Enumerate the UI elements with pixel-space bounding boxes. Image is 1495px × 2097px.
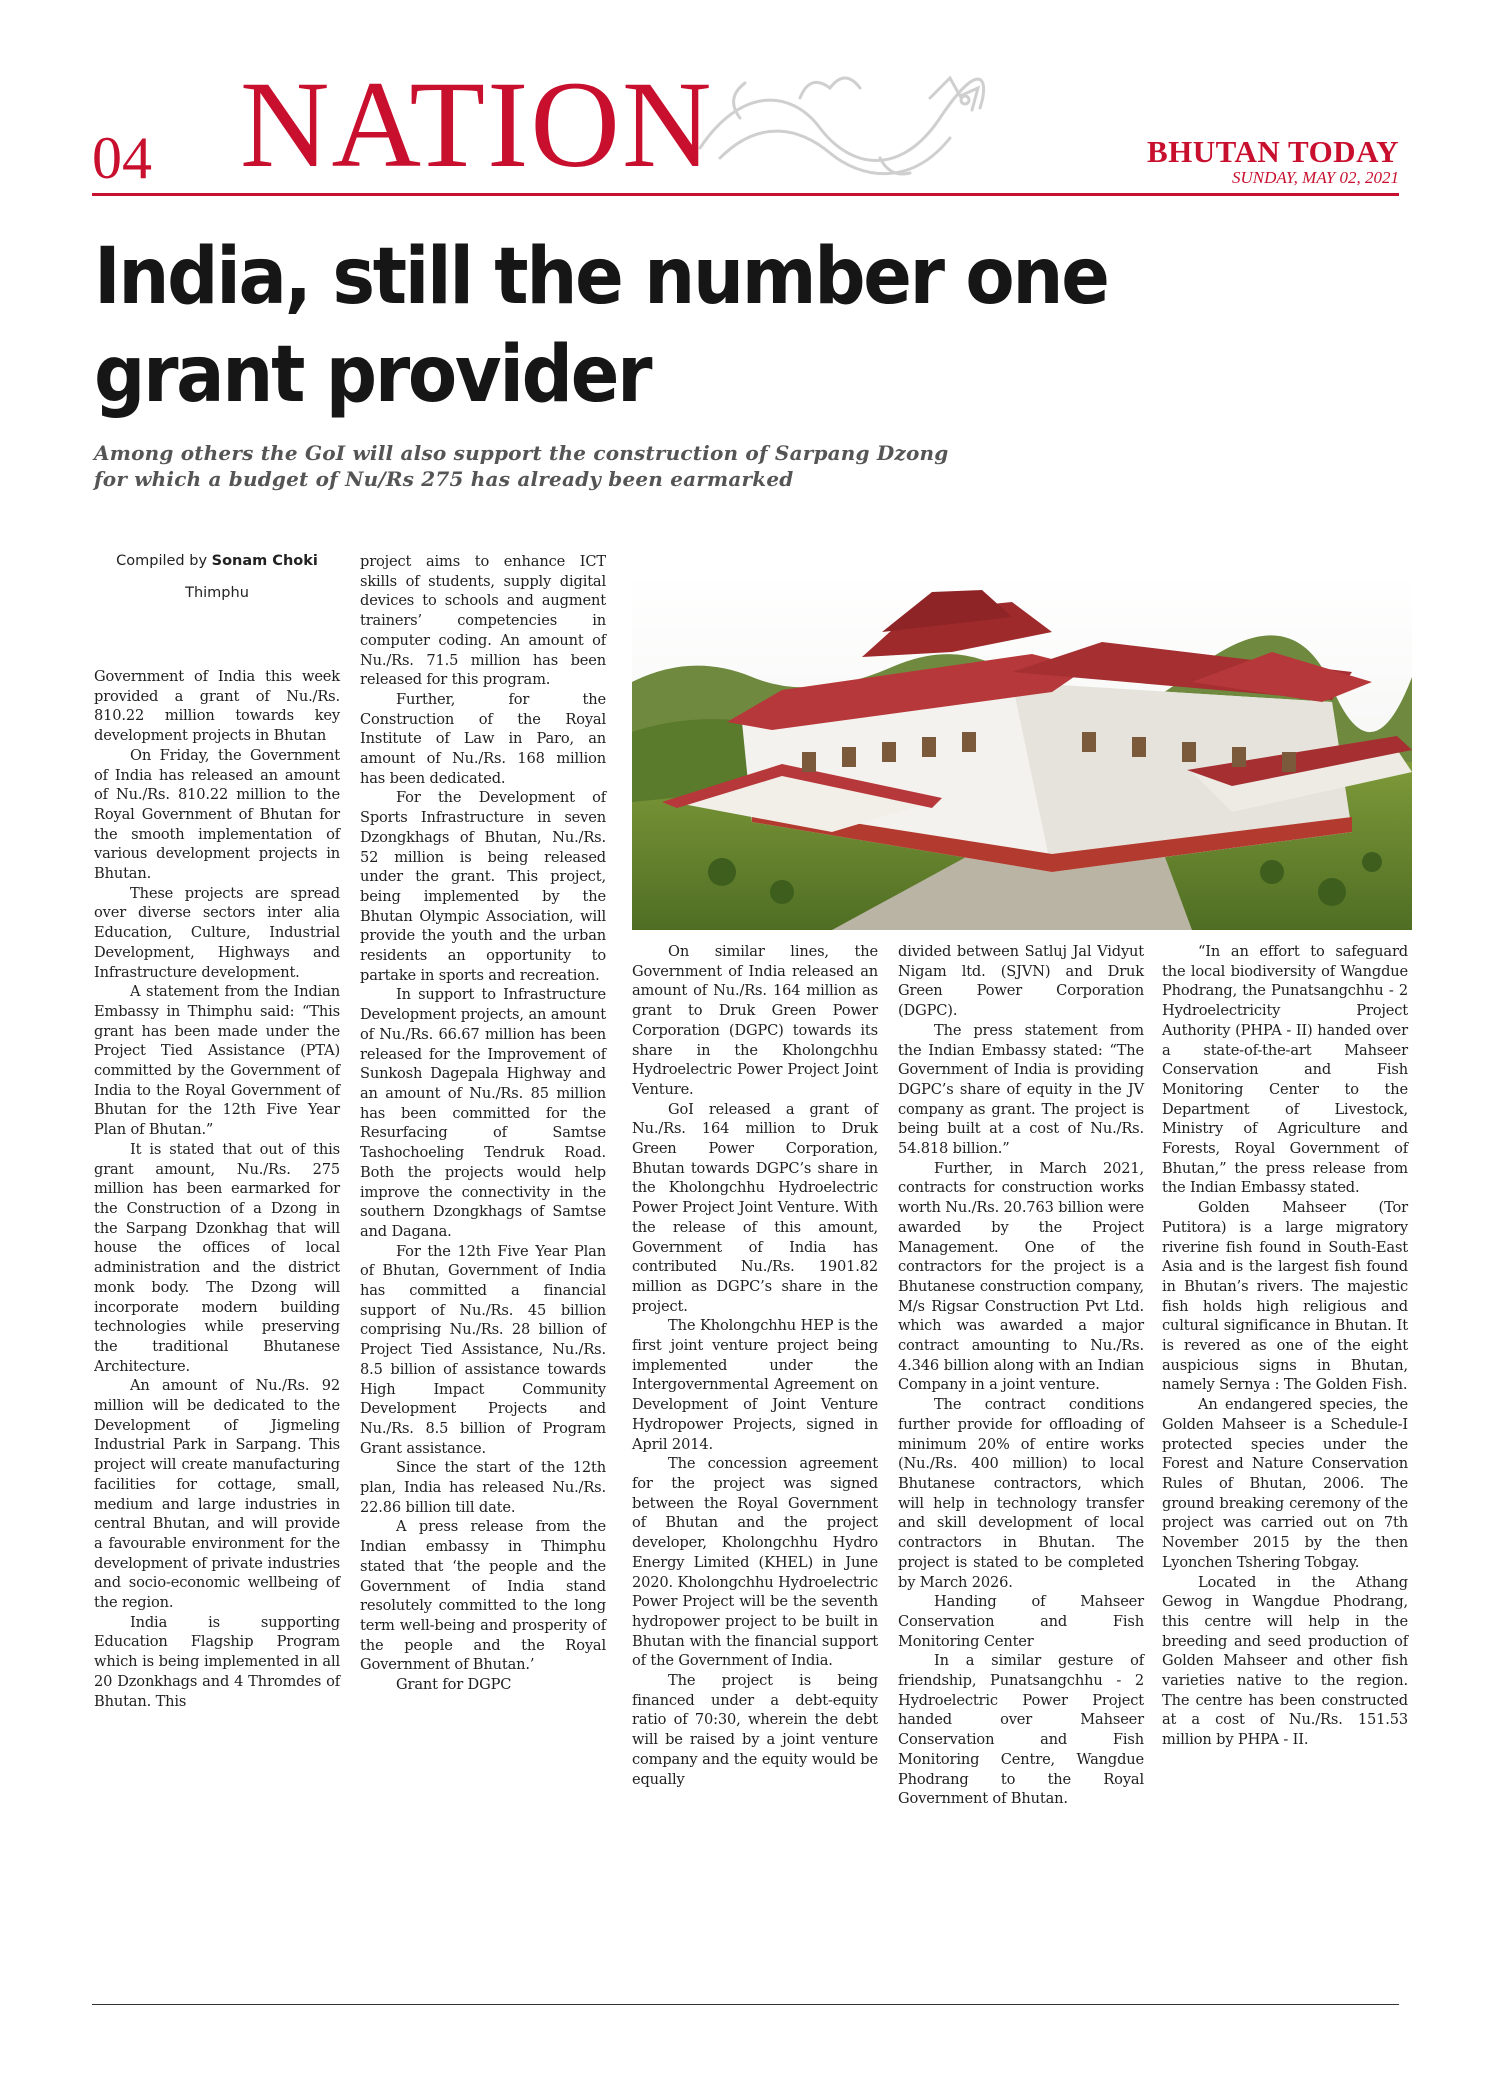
paragraph: Further, for the Construction of the Royal Institute of Law in Paro, an amount of Nu./Rs. 168 million has been dedicated. [360, 690, 606, 787]
footer-rule [92, 2004, 1399, 2005]
byline-prefix: Compiled by [116, 553, 208, 569]
paragraph: Golden Mahseer (Tor Putitora) is a large migratory riverine fish found in South-East Asia and is the largest fish found in Bhutan’s rivers. The majestic fish holds high religious and cultural significance in Bhutan. It is revered as one of the eight auspicious signs in Bhutan, namely Sernya : The Golden Fish. [1162, 1199, 1408, 1394]
standfirst [94, 440, 1054, 492]
standfirst-line: Among others the GoI will also support the construction of Sarpang Dzong [94, 441, 949, 465]
paragraph: It is stated that out of this grant amount, Nu./Rs. 275 million has been earmarked for the Construction of a Dzong in the Sarpang Dzonkhag that will house the offices of local administration and the district monk body. The Dzong will incorporate modern building technologies while preserving the traditional Bhutanese Architecture. [94, 1140, 340, 1375]
byline-author: Sonam Choki [211, 553, 318, 569]
article-column-1 [94, 667, 340, 1711]
paragraph: A statement from the Indian Embassy in Thimphu said: “This grant has been made under the Project Tied Assistance (PTA) committed by the Government of India to the Royal Government of Bhutan for the 12th Five Year Plan of Bhutan.” [94, 983, 340, 1139]
dragon-emblem-icon [680, 58, 1000, 198]
dateline: Thimphu [185, 585, 249, 601]
paragraph: An amount of Nu./Rs. 92 million will be dedicated to the Development of Jigmeling Industrial Park in Sarpang. This project will create manufacturing facilities for cottage, small, medium and large industries in central Bhutan, and will provide a favourable environment for the development of private industries and socio-economic wellbeing of the region. [94, 1377, 340, 1612]
paragraph: India is supporting Education Flagship Program which is being implemented in all 20 Dzonkhags and 4 Thromdes of Bhutan. This [94, 1613, 340, 1710]
paragraph: The contract conditions further provide for offloading of minimum 20% of entire works (Nu./Rs. 400 million) to local Bhutanese contractors, which will help in technology transfer and skill development of local contractors in Bhutan. The project is stated to be completed by March 2026. [898, 1396, 1144, 1591]
paragraph: Located in the Athang Gewog in Wangdue Phodrang, this centre will help in the breeding and seed production of Golden Mahseer and other fish varieties native to the region. The centre has been constructed at a cost of Nu./Rs. 151.53 million by PHPA - II. [1162, 1573, 1408, 1749]
masthead-right [1147, 136, 1399, 188]
paper-date: SUNDAY, MAY 02, 2021 [1231, 168, 1399, 187]
article-column-5 [1162, 942, 1408, 1750]
paragraph: An endangered species, the Golden Mahseer is a Schedule-I protected species under the Forest and Nature Conservation Rules of Bhutan, 2006. The ground breaking ceremony of the project was carried out on 7th November 2015 by the then Lyonchen Tshering Tobgay. [1162, 1396, 1408, 1571]
byline [94, 550, 340, 572]
dzong-rendering-photo [632, 572, 1412, 930]
subheading-grant-for-dgpc: Grant for DGPC [396, 1676, 512, 1694]
paragraph: In a similar gesture of friendship, Punatsangchhu - 2 Hydroelectric Power Project handed over Mahseer Conservation and Fish Monitoring Centre, Wangdue Phodrang to the Royal Government of Bhutan. [898, 1652, 1144, 1808]
header-rule [92, 193, 1399, 196]
article-column-2 [360, 552, 606, 1695]
paper-name: BHUTAN TODAY [1146, 134, 1399, 169]
subheading-mahseer-center: Handing of Mahseer Conservation and Fish Monitoring Center [898, 1593, 1144, 1650]
standfirst-line: for which a budget of Nu/Rs 275 has already been earmarked [94, 467, 794, 491]
paragraph: GoI released a grant of Nu./Rs. 164 million to Druk Green Power Corporation, Bhutan towards DGPC’s share in the Kholongchhu Hydroelectric Power Project Joint Venture. With the release of this amount, Government of India has contributed Nu./Rs. 1901.82 million as DGPC’s share in the project. [632, 1100, 878, 1315]
paragraph: In support to Infrastructure Development projects, an amount of Nu./Rs. 66.67 million has been released for the Improvement of Sunkosh Dagepala Highway and an amount of Nu./Rs. 85 million has been committed for the Resurfacing of Samtse Tashochoeling Tendruk Road. Both the projects would help improve the connectivity in the southern Dzongkhags of Samtse and Dagana. [360, 986, 606, 1240]
paragraph: For the Development of Sports Infrastructure in seven Dzongkhags of Bhutan, Nu./Rs. 52 million is being released under the grant. This project, being implemented by the Bhutan Olympic Association, will provide the youth and the urban residents an opportunity to partake in sports and recreation. [360, 789, 606, 984]
article-column-3 [632, 942, 878, 1789]
paragraph: For the 12th Five Year Plan of Bhutan, Government of India has committed a financial support of Nu./Rs. 45 billion comprising Nu./Rs. 28 billion of Project Tied Assistance, Nu./Rs. 8.5 billion of assistance towards High Impact Community Development Projects and Nu./Rs. 8.5 billion of Program Grant assistance. [360, 1242, 606, 1457]
paragraph: On similar lines, the Government of India released an amount of Nu./Rs. 164 million as grant to Druk Green Power Corporation (DGPC) towards its share in the Kholongchhu Hydroelectric Power Project Joint Venture. [632, 943, 878, 1098]
paragraph: The concession agreement for the project was signed between the Royal Government of Bhutan and the project developer, Kholongchhu Hydro Energy Limited (KHEL) in June 2020. Kholongchhu Hydroelectric Power Project will be the seventh hydropower project to be built in Bhutan with the financial support of the Government of India. [632, 1455, 878, 1670]
section-title: NATION [240, 56, 714, 193]
article-column-4 [898, 942, 1144, 1809]
page-number: 04 [92, 125, 152, 191]
paragraph: project aims to enhance ICT skills of students, supply digital devices to schools and augment trainers’ competencies in computer coding. An amount of Nu./Rs. 71.5 million has been released for this program. [360, 553, 606, 689]
paragraph: Government of India this week provided a grant of Nu./Rs. 810.22 million towards key development projects in Bhutan [94, 668, 340, 745]
paragraph: The Kholongchhu HEP is the first joint venture project being implemented under the Intergovernmental Agreement on Development of Joint Venture Hydropower Projects, signed in April 2014. [632, 1317, 878, 1453]
paragraph: Further, in March 2021, contracts for construction works worth Nu./Rs. 20.763 billion were awarded by the Project Management. One of the contractors for the project is a Bhutanese construction company, M/s Rigsar Construction Pvt Ltd. which was awarded a major contract amounting to Nu./Rs. 4.346 billion along with an Indian Company in a joint venture. [898, 1159, 1144, 1394]
paragraph: The project is being financed under a debt-equity ratio of 70:30, wherein the debt will be raised by a joint venture company and the equity would be equally [632, 1672, 878, 1788]
paragraph: These projects are spread over diverse sectors inter alia Education, Culture, Industrial Development, Highways and Infrastructure development. [94, 884, 340, 981]
paragraph: “In an effort to safeguard the local biodiversity of Wangdue Phodrang, the Punatsangchhu - 2 Hydroelectricity Project Authority (PHPA - II) handed over a state-of-the-art Mahseer Conservation and Fish Monitoring Center to the Department of Livestock, Ministry of Agriculture and Forests, Royal Government of Bhutan,” the press release from the Indian Embassy stated. [1162, 943, 1408, 1197]
paragraph: Since the start of the 12th plan, India has released Nu./Rs. 22.86 billion till date. [360, 1459, 606, 1516]
paragraph: The press statement from the Indian Embassy stated: “The Government of India is providing DGPC’s share of equity in the JV company as grant. The project is being built at a cost of Nu./Rs. 54.818 billion.” [898, 1021, 1144, 1158]
paragraph: On Friday, the Government of India has released an amount of Nu./Rs. 810.22 million to the Royal Government of Bhutan for the smooth implementation of various development projects in Bhutan. [94, 746, 340, 883]
paragraph: divided between Satluj Jal Vidyut Nigam ltd. (SJVN) and Druk Green Power Corporation (DGPC). [898, 943, 1144, 1020]
headline: India, still the number one grant provider [94, 232, 1108, 420]
paragraph: A press release from the Indian embassy in Thimphu stated that ‘the people and the Government of India stand resolutely committed to the long term well-being and prosperity of the people and the Royal Government of Bhutan.’ [360, 1518, 606, 1674]
